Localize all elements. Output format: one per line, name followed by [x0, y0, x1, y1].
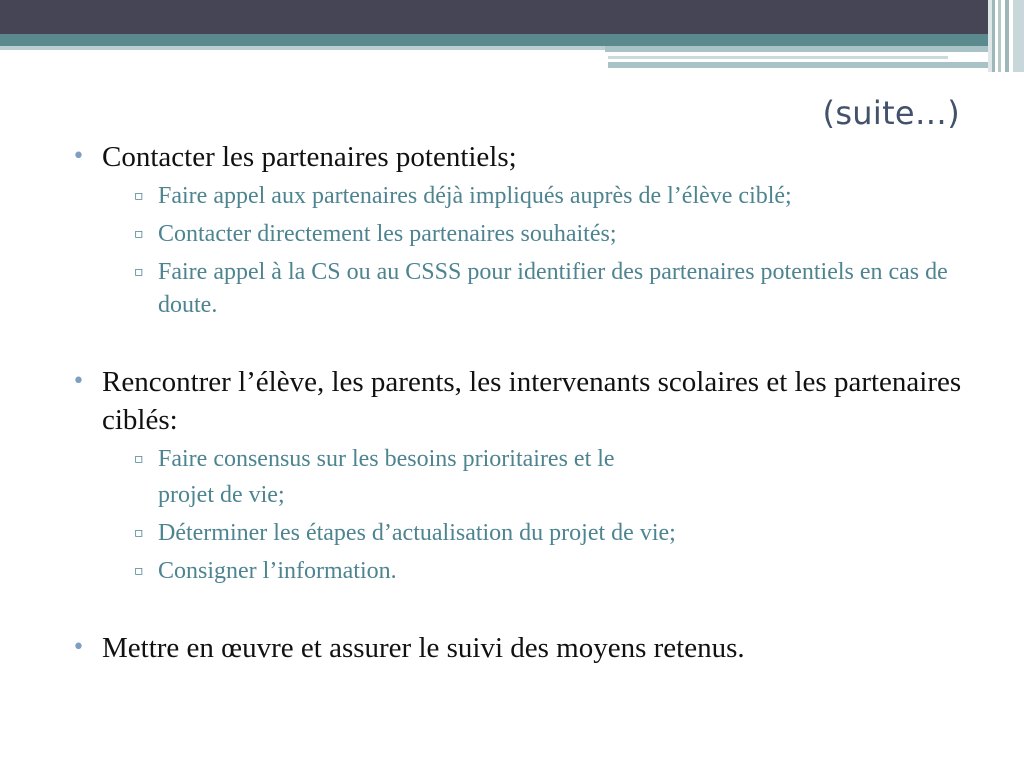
bullet-marker-icon: • [72, 144, 85, 169]
sub-bullet-marker-icon: ▫ [134, 563, 144, 579]
sub-bullet-list [72, 180, 972, 322]
sub-bullet-item [134, 218, 972, 251]
sub-bullet-marker-icon: ▫ [134, 451, 144, 467]
bullet-marker-icon: • [72, 369, 85, 394]
sub-bullet-text: Faire appel aux partenaires déjà impliqués auprès de l’élève ciblé; [158, 183, 792, 209]
sub-bullet-item [134, 443, 972, 476]
header-band-light [0, 46, 605, 50]
bullet-item [72, 629, 972, 667]
slide-title: (suite…) [822, 94, 960, 132]
bullet-item [72, 363, 972, 439]
sub-bullet-text: Faire consensus sur les besoins prioritaires et le [158, 446, 615, 472]
sub-bullet-marker-icon: ▫ [134, 525, 144, 541]
bullet-list [72, 138, 972, 667]
header-stripes [988, 0, 1024, 72]
sub-bullet-text: Déterminer les étapes d’actualisation du projet de vie; [158, 520, 676, 546]
header-band-dark [0, 0, 1024, 34]
sub-bullet-item [134, 256, 972, 322]
bullet-text: Mettre en œuvre et assurer le suivi des moyens retenus. [102, 632, 745, 664]
header-band-teal [0, 34, 1024, 46]
bullet-text: Rencontrer l’élève, les parents, les intervenants scolaires et les partenaires ciblés: [102, 366, 962, 436]
sub-bullet-marker-icon: ▫ [134, 188, 144, 204]
sub-bullet-text: Faire appel à la CS ou au CSSS pour identifier des partenaires potentiels en cas de doute. [158, 259, 948, 318]
spacer [72, 593, 972, 629]
sub-bullet-item [134, 555, 972, 588]
sub-bullet-item [134, 180, 972, 213]
sub-bullet-text: Contacter directement les partenaires souhaités; [158, 221, 617, 247]
bullet-marker-icon: • [72, 635, 85, 660]
sub-bullet-continuation [134, 479, 972, 512]
sub-bullet-text: projet de vie; [158, 482, 285, 508]
header-accent-bar [605, 46, 990, 52]
sub-bullet-marker-icon: ▫ [134, 226, 144, 242]
sub-bullet-marker-icon: ▫ [134, 264, 144, 280]
bullet-item [72, 138, 972, 176]
sub-bullet-item [134, 517, 972, 550]
bullet-text: Contacter les partenaires potentiels; [102, 141, 517, 173]
header-accent-bar [608, 56, 948, 59]
header-accent-bar [608, 62, 990, 68]
sub-bullet-text: Consigner l’information. [158, 558, 397, 584]
sub-bullet-list [72, 443, 972, 588]
spacer [72, 327, 972, 363]
